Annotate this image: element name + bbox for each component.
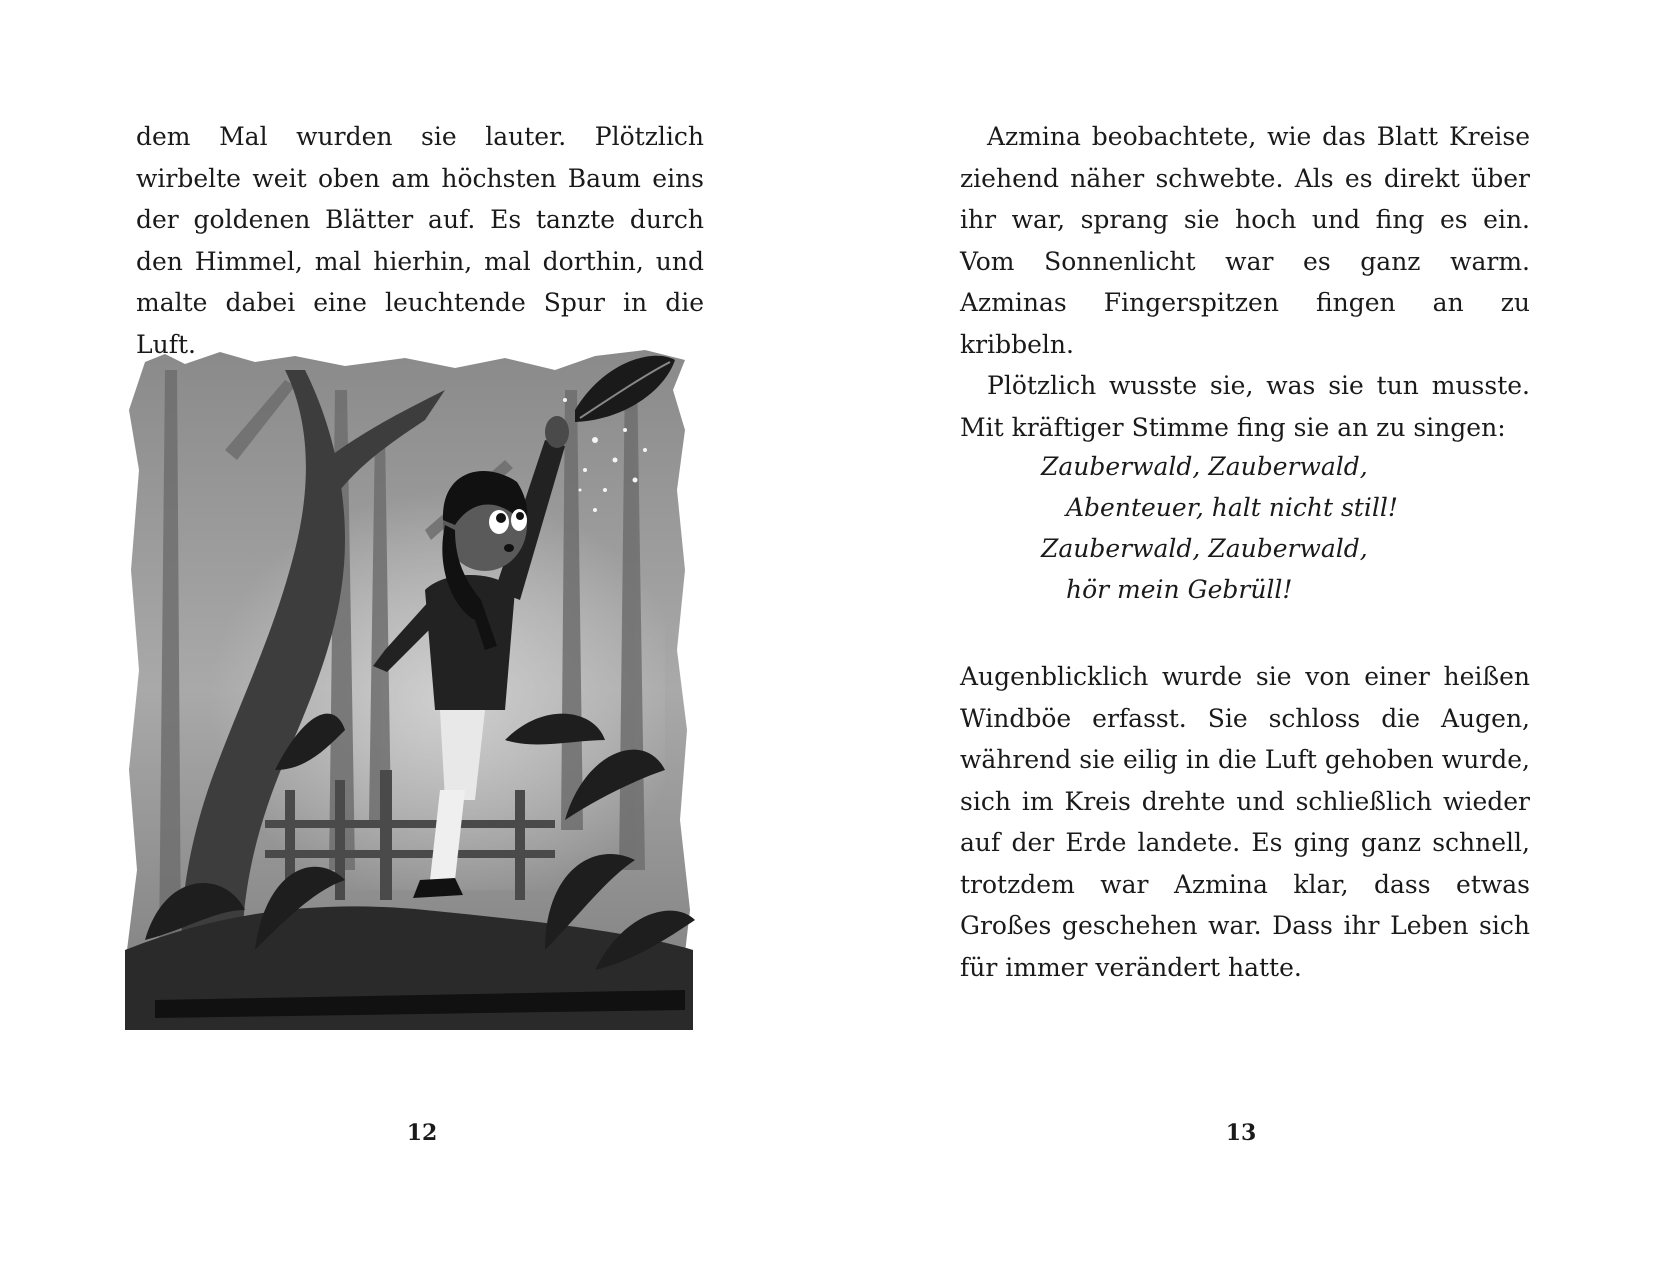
poem-line-2: Abenteuer, halt nicht still!: [1066, 493, 1398, 522]
page-number-left: 12: [406, 1120, 438, 1146]
poem-line-3: Zauberwald, Zauberwald,: [1041, 534, 1368, 563]
right-page-text-top: [960, 116, 1530, 448]
left-paragraph: dem Mal wurden sie lauter. Plötzlich wirbelte weit oben am höchsten Baum eins der goldenen Blätter auf. Es tanzte durch den Himmel, mal hierhin, mal dorthin, und malte dabei eine leuchtende Spur in die Luft.: [136, 122, 704, 359]
right-paragraph-1: Azmina beobachtete, wie das Blatt Kreise ziehend näher schwebte. Als es direkt über ihr war, sprang sie hoch und fing es ein. Vom Sonnenlicht war es ganz warm. Azminas Fingerspitzen fingen an zu kribbeln.: [960, 122, 1530, 359]
left-page-text: [136, 116, 704, 365]
poem-line-1: Zauberwald, Zauberwald,: [1041, 452, 1368, 481]
forest-girl-illustration: [125, 350, 730, 1080]
right-paragraph-2: Plötzlich wusste sie, was sie tun musste. Mit kräftiger Stimme fing sie an zu singen:: [960, 371, 1530, 442]
page-number-right: 13: [1225, 1120, 1257, 1146]
right-page: [827, 0, 1654, 1270]
right-paragraph-3: Augenblicklich wurde sie von einer heißen Windböe erfasst. Sie schloss die Augen, während sie eilig in die Luft gehoben wurde, sich im Kreis drehte und schließlich wieder auf der Erde landete. Es ging ganz schnell, trotzdem war Azmina klar, dass etwas Großes geschehen war. Dass ihr Leben sich für immer verändert hatte.: [960, 662, 1530, 982]
poem-line-4: hör mein Gebrüll!: [1066, 575, 1293, 604]
